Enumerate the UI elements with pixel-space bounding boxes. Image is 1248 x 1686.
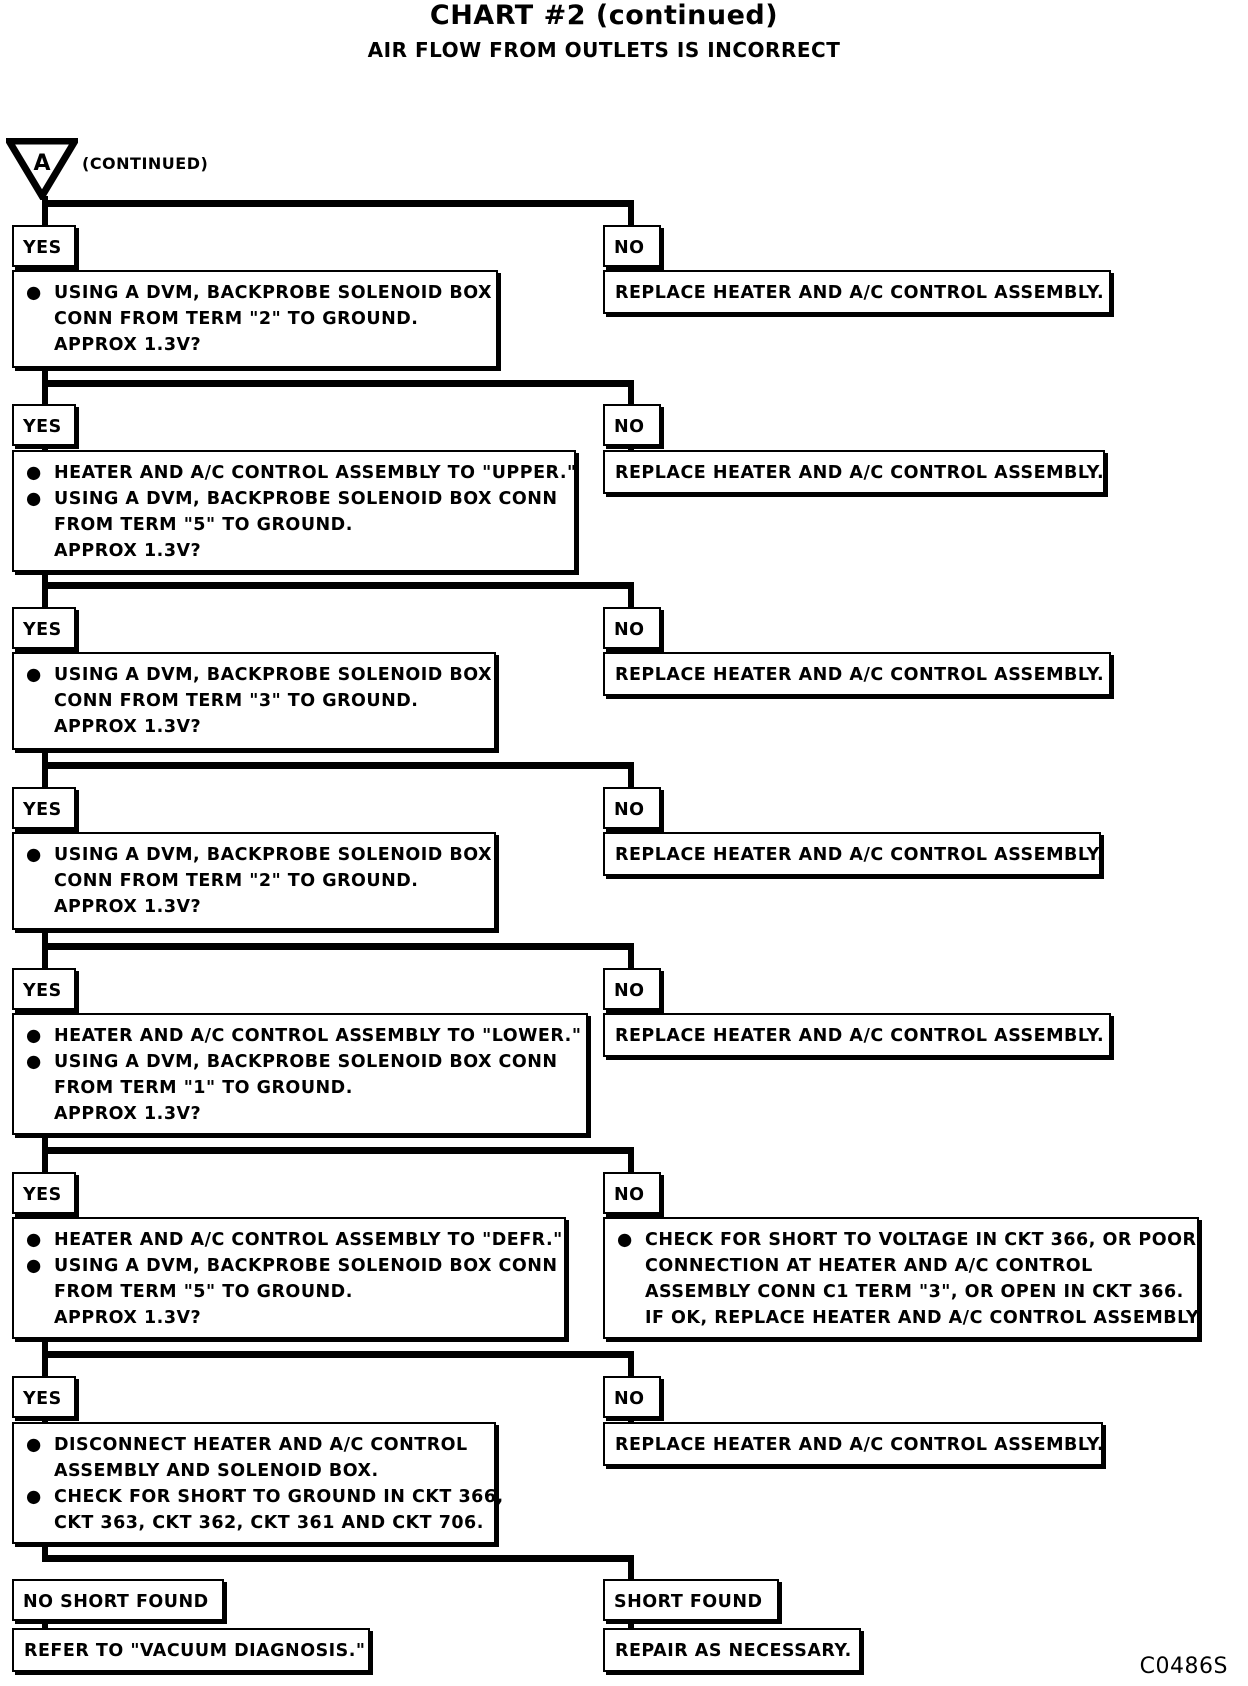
no-action-box (603, 270, 1111, 314)
yes-action-box (12, 832, 496, 930)
no-action-text: REPLACE HEATER AND A/C CONTROL ASSEMBLY. (615, 1026, 1105, 1046)
yes-action-box (12, 270, 498, 368)
bullet-item (24, 1432, 486, 1458)
no-action-text: REPLACE HEATER AND A/C CONTROL ASSEMBLY. (615, 845, 1105, 865)
bullet-continuation: CONNECTION AT HEATER AND A/C CONTROL (645, 1256, 1093, 1276)
bullet-item (24, 1023, 582, 1049)
bullet-item (24, 280, 492, 306)
yes-label-text: YES (23, 620, 62, 640)
repair-box (603, 1628, 861, 1672)
page-title: CHART #2 (continued) (429, 0, 779, 31)
page-subtitle: AIR FLOW FROM OUTLETS IS INCORRECT (367, 38, 841, 62)
connector-symbol: A (33, 151, 51, 176)
bullet-item (24, 1484, 504, 1510)
bullet-icon: ● (26, 665, 42, 685)
yes-action-box (12, 450, 576, 572)
bullet-continuation: APPROX 1.3V? (54, 335, 202, 355)
no-label (603, 225, 661, 267)
branch-line (42, 943, 634, 950)
bullet-item (24, 486, 566, 512)
no-drop-line (628, 762, 634, 787)
bullet-icon: ● (26, 1256, 42, 1276)
bullet-continuation: FROM TERM "1" TO GROUND. (54, 1078, 353, 1098)
branch-line (42, 762, 634, 769)
bullet-text: USING A DVM, BACKPROBE SOLENOID BOX CONN (54, 1052, 558, 1072)
bullet-item (24, 1227, 563, 1253)
no-action-text: REPLACE HEATER AND A/C CONTROL ASSEMBLY. (615, 1435, 1105, 1455)
bullet-continuation: ASSEMBLY CONN C1 TERM "3", OR OPEN IN CKT 366. (645, 1282, 1184, 1302)
yes-label (12, 1172, 76, 1214)
bullet-continuation: FROM TERM "5" TO GROUND. (54, 1282, 353, 1302)
trunk-line (42, 930, 48, 968)
bullet-text: HEATER AND A/C CONTROL ASSEMBLY TO "DEFR." (54, 1230, 563, 1250)
branch-line (42, 582, 634, 589)
bullet-text: USING A DVM, BACKPROBE SOLENOID BOX (54, 845, 492, 865)
no-label-text: NO (614, 1389, 645, 1409)
bullet-text: CHECK FOR SHORT TO GROUND IN CKT 366, (54, 1487, 504, 1507)
yes-label (12, 225, 76, 267)
yes-label (12, 787, 76, 829)
short-found-text: SHORT FOUND (614, 1592, 763, 1612)
no-label (603, 404, 661, 446)
refer-vacuum-text: REFER TO "VACUUM DIAGNOSIS." (24, 1641, 366, 1661)
no-short-found-label (12, 1579, 224, 1621)
bullet-icon: ● (26, 1435, 42, 1455)
bullet-continuation: CKT 363, CKT 362, CKT 361 AND CKT 706. (54, 1513, 484, 1533)
no-label (603, 1172, 661, 1214)
yes-action-box (12, 1217, 566, 1339)
no-label (603, 607, 661, 649)
bullet-icon: ● (26, 1230, 42, 1250)
bullet-continuation: IF OK, REPLACE HEATER AND A/C CONTROL ASSEMBLY. (645, 1308, 1204, 1328)
branch-line (42, 200, 634, 207)
figure-code: C0486S (1139, 1654, 1228, 1679)
bullet-text: USING A DVM, BACKPROBE SOLENOID BOX (54, 283, 492, 303)
bullet-continuation: APPROX 1.3V? (54, 717, 202, 737)
refer-vacuum-box (12, 1628, 370, 1672)
short-found-label (603, 1579, 779, 1621)
no-label-text: NO (614, 981, 645, 1001)
trunk-line (42, 1544, 48, 1555)
yes-label (12, 607, 76, 649)
no-drop-line (628, 943, 634, 968)
no-action-text: REPLACE HEATER AND A/C CONTROL ASSEMBLY. (615, 283, 1105, 303)
yes-action-box (12, 652, 496, 750)
bullet-continuation: FROM TERM "5" TO GROUND. (54, 515, 353, 535)
no-label-text: NO (614, 417, 645, 437)
no-short-found-text: NO SHORT FOUND (23, 1592, 209, 1612)
bullet-icon: ● (26, 489, 42, 509)
bullet-icon: ● (26, 283, 42, 303)
bullet-item (24, 842, 492, 868)
bullet-icon: ● (26, 463, 42, 483)
yes-action-box (12, 1422, 504, 1544)
bullet-text: HEATER AND A/C CONTROL ASSEMBLY TO "UPPER." (54, 463, 577, 483)
bullet-icon: ● (26, 845, 42, 865)
yes-label-text: YES (23, 800, 62, 820)
no-label-text: NO (614, 800, 645, 820)
bullet-text: HEATER AND A/C CONTROL ASSEMBLY TO "LOWER." (54, 1026, 582, 1046)
branch-line (42, 1147, 634, 1154)
connector-label: (CONTINUED) (82, 154, 209, 173)
connector-a-icon (6, 138, 78, 200)
no-label (603, 968, 661, 1010)
bullet-continuation: CONN FROM TERM "2" TO GROUND. (54, 309, 419, 329)
yes-label-text: YES (23, 1389, 62, 1409)
yes-label-text: YES (23, 1185, 62, 1205)
bullet-continuation: APPROX 1.3V? (54, 1104, 202, 1124)
bullet-continuation: ASSEMBLY AND SOLENOID BOX. (54, 1461, 379, 1481)
no-action-box (603, 652, 1111, 696)
no-action-box (603, 1217, 1204, 1339)
no-label (603, 787, 661, 829)
branch-line (42, 1555, 634, 1562)
no-action-text: REPLACE HEATER AND A/C CONTROL ASSEMBLY. (615, 463, 1105, 483)
yes-label (12, 404, 76, 446)
bullet-text: USING A DVM, BACKPROBE SOLENOID BOX CONN (54, 1256, 558, 1276)
bullet-icon: ● (26, 1052, 42, 1072)
bullet-text: USING A DVM, BACKPROBE SOLENOID BOX CONN (54, 489, 558, 509)
trunk-line (42, 750, 48, 787)
bullet-continuation: CONN FROM TERM "3" TO GROUND. (54, 691, 419, 711)
bullet-icon: ● (26, 1026, 42, 1046)
bullet-item (24, 1253, 556, 1279)
trunk-line (42, 1339, 48, 1376)
no-action-box (603, 1422, 1103, 1466)
no-label (603, 1376, 661, 1418)
no-drop-line (628, 200, 634, 225)
bullet-icon: ● (26, 1487, 42, 1507)
bullet-text: DISCONNECT HEATER AND A/C CONTROL (54, 1435, 468, 1455)
no-action-box (603, 832, 1105, 876)
bullet-continuation: APPROX 1.3V? (54, 541, 202, 561)
bullet-item (24, 460, 577, 486)
no-action-text: REPLACE HEATER AND A/C CONTROL ASSEMBLY. (615, 665, 1105, 685)
trunk-line (42, 368, 48, 404)
no-label-text: NO (614, 620, 645, 640)
bullet-continuation: APPROX 1.3V? (54, 897, 202, 917)
branch-line (42, 380, 634, 387)
bullet-icon: ● (617, 1230, 633, 1250)
bullet-continuation: CONN FROM TERM "2" TO GROUND. (54, 871, 419, 891)
bullet-text: CHECK FOR SHORT TO VOLTAGE IN CKT 366, OR POOR (645, 1230, 1197, 1250)
bullet-item (615, 1227, 1197, 1253)
yes-label (12, 968, 76, 1010)
no-action-box (603, 1013, 1111, 1057)
no-drop-line (628, 1351, 634, 1376)
short-drop-line (628, 1555, 634, 1579)
no-label-text: NO (614, 238, 645, 258)
bullet-item (24, 662, 492, 688)
no-drop-line (628, 380, 634, 404)
trunk-line (42, 1135, 48, 1172)
bullet-text: USING A DVM, BACKPROBE SOLENOID BOX (54, 665, 492, 685)
yes-label-text: YES (23, 417, 62, 437)
yes-label-text: YES (23, 238, 62, 258)
yes-label-text: YES (23, 981, 62, 1001)
trunk-line (42, 572, 48, 607)
no-action-box (603, 450, 1105, 494)
yes-label (12, 1376, 76, 1418)
yes-action-box (12, 1013, 588, 1135)
repair-text: REPAIR AS NECESSARY. (615, 1641, 852, 1661)
bullet-item (24, 1049, 578, 1075)
no-label-text: NO (614, 1185, 645, 1205)
no-drop-line (628, 582, 634, 607)
no-drop-line (628, 1147, 634, 1172)
branch-line (42, 1351, 634, 1358)
bullet-continuation: APPROX 1.3V? (54, 1308, 202, 1328)
